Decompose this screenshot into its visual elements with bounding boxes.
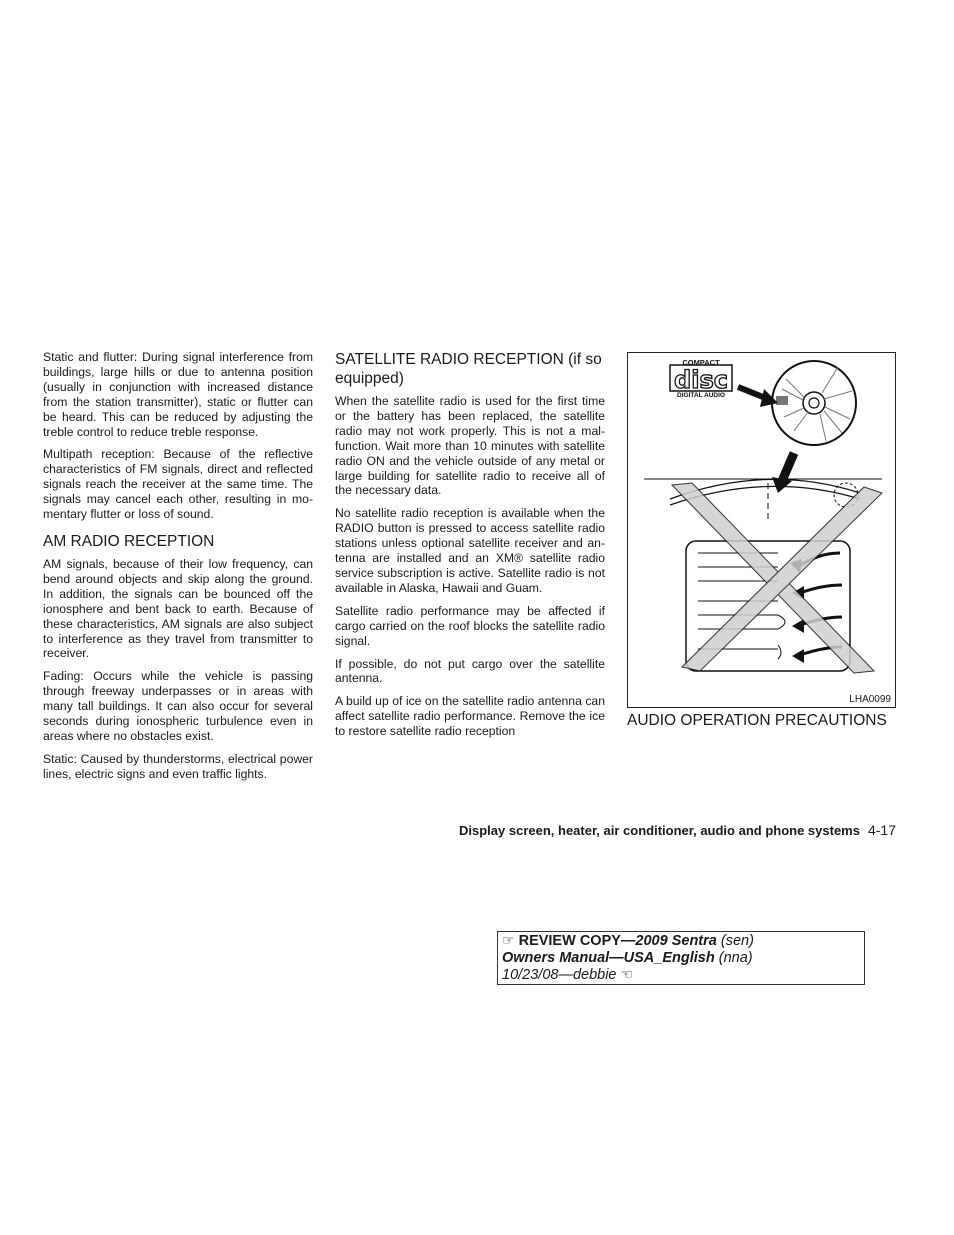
satellite-cargo-paragraph: Satellite radio performance may be affected if cargo carried on the roof blocks the satellite radio signal. [335,603,605,648]
middle-column [335,350,605,747]
compact-disc-logo [670,358,732,399]
review-copy-label: REVIEW COPY— [518,933,636,949]
manual-code: (nna) [714,950,753,966]
review-line-3 [502,967,860,984]
fading-paragraph: Fading: Occurs while the vehicle is passing through freeway underpasses or in areas with many tall buildings. It can also occur for several seconds during ionospheric turbulence even in areas where no obstacles exist. [43,669,313,743]
am-signals-paragraph: AM signals, because of their low frequency, can bend around objects and skip along the ground. In addition, the signals can be bounced off the ionosphere and bent back to earth. Because of these characteristics, AM signals are also subject to interference as they travel from transmitter to receiver. [43,556,313,661]
manual-name: Owners Manual—USA_English [502,950,715,966]
review-line-2 [502,950,860,967]
cd-disc-icon [772,361,856,445]
audio-precautions-heading: AUDIO OPERATION PRECAUTIONS [627,712,887,729]
vehicle-code: (sen) [716,933,754,949]
logo-disc-text: disc [674,366,728,394]
review-line-1 [502,933,860,950]
pointing-hand-right-icon: ☞ [502,933,515,949]
satellite-first-use-paragraph: When the satellite radio is used for the first time or the battery has been replaced, the satellite radio may not work properly. This is not a malfunction. Wait more than 10 minutes with satellite radio ON and the vehicle outside of any metal or large building for satellite radio to receive all of the necessary data. [335,394,605,498]
illustration-drawing [628,353,895,707]
page-footer [380,822,896,838]
satellite-availability-paragraph: No satellite radio reception is available when the RADIO button is pressed to access satellite radio stations unless optional satellite receiver and antenna are installed and an XM® satellite radio service subscription is active. Satellite radio is not available in Alaska, Hawaii and Guam. [335,506,605,595]
logo-digital-audio-text: DIGITAL AUDIO [677,392,725,399]
review-copy-box [497,931,865,985]
left-column [43,350,313,790]
page-number: 4-17 [867,822,896,838]
figure-code-label: LHA0099 [849,694,891,705]
footer-section-title: Display screen, heater, air conditioner, audio and phone systems [459,823,860,838]
static-paragraph: Static: Caused by thunderstorms, electrical power lines, electric signs and even traffic lights. [43,751,313,781]
logo-compact-text: COMPACT [682,358,720,367]
static-flutter-paragraph: Static and flutter: During signal interference from buildings, large hills or due to antenna position (usually in conjunction with increased distance from the station transmitter), static or flutter can be heard. This can be reduced by adjusting the treble control to reduce treble response. [43,350,313,439]
cd-handling-illustration [627,352,896,708]
satellite-cargo-advice-paragraph: If possible, do not put cargo over the satellite antenna. [335,656,605,686]
am-radio-heading: AM RADIO RECEPTION [43,532,215,550]
vehicle-model: 2009 Sentra [635,933,717,949]
satellite-ice-paragraph: A build up of ice on the satellite radio antenna can affect satellite radio performance. Remove the ice to restore satellite radio reception [335,694,605,739]
review-date-author: 10/23/08—debbie [502,967,617,983]
pointing-hand-left-icon: ☜ [620,967,634,983]
multipath-paragraph: Multipath reception: Because of the reflective characteristics of FM signals, direct and reflected signals reach the receiver at the same time. The signals may cancel each other, resulting in momentary flutter or loss of sound. [43,447,313,522]
satellite-radio-heading: SATELLITE RADIO RECEPTION (if so equipped) [335,351,602,387]
